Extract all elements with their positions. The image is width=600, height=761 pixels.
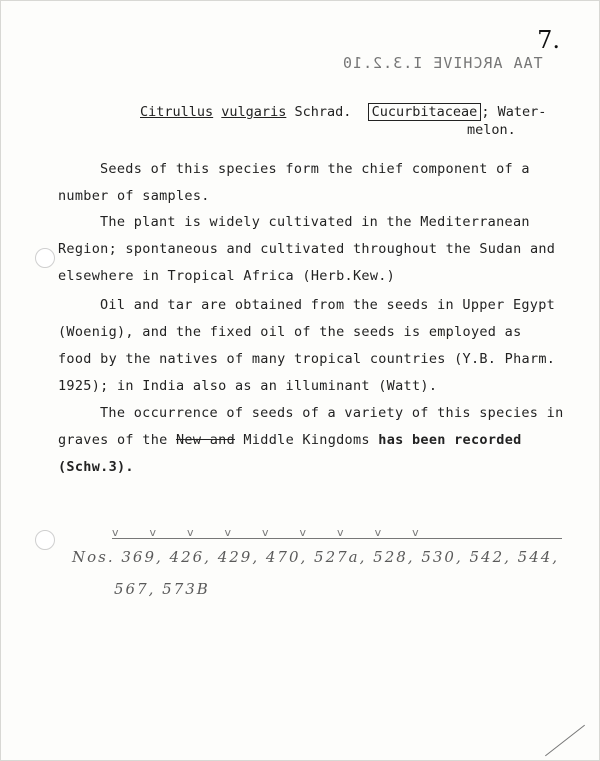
text-line: Oil and tar are obtained from the seeds in Upper Egypt [100,297,556,313]
paragraph-3 [58,292,570,400]
handwritten-sample-numbers: Nos. 369, 426, 429, 470, 527a, 528, 530, 542, 544, [72,548,560,566]
text-line: (Woenig), and the fixed oil of the seeds is employed as [58,324,522,340]
text-line: number of samples. [58,188,210,204]
text-line [58,427,570,454]
text-line: (Schw.3). [58,459,134,475]
handwritten-bracket [112,538,562,539]
paragraph-2 [58,209,570,290]
common-name-part2: melon. [467,122,516,138]
species-heading [140,104,546,120]
bold-text: has been recorded [378,432,522,448]
handwritten-ticks: vvvvvvvvv [112,526,450,539]
common-name-part1: ; Water- [481,104,547,120]
text-line: Seeds of this species form the chief component of a [100,161,530,177]
paragraph-4 [58,400,570,481]
page-number: 7. [537,26,560,54]
text-line: food by the natives of many tropical countries (Y.B. Pharm. [58,351,556,367]
genus-name: Citrullus [140,104,214,120]
pencil-mark [545,725,585,757]
archive-stamp: TAA ARCHIVE I.3.2.10 [342,54,543,72]
text-segment: graves of the [58,432,176,448]
punch-hole [35,530,55,550]
text-segment: Middle Kingdoms [235,432,379,448]
text-line: The occurrence of seeds of a variety of this species in [100,405,564,421]
family-name: Cucurbitaceae [368,103,482,121]
paragraph-1 [58,156,570,210]
author-name: Schrad. [294,104,352,120]
species-name: vulgaris [221,104,287,120]
text-line: elsewhere in Tropical Africa (Herb.Kew.) [58,268,396,284]
text-line: The plant is widely cultivated in the Mediterranean [100,214,530,230]
text-line: 1925); in India also as an illuminant (Watt). [58,378,438,394]
text-line: Region; spontaneous and cultivated throughout the Sudan and [58,241,556,257]
handwritten-sample-numbers-cont: 567, 573B [114,580,210,598]
punch-hole [35,248,55,268]
struck-text: New and [176,432,235,448]
